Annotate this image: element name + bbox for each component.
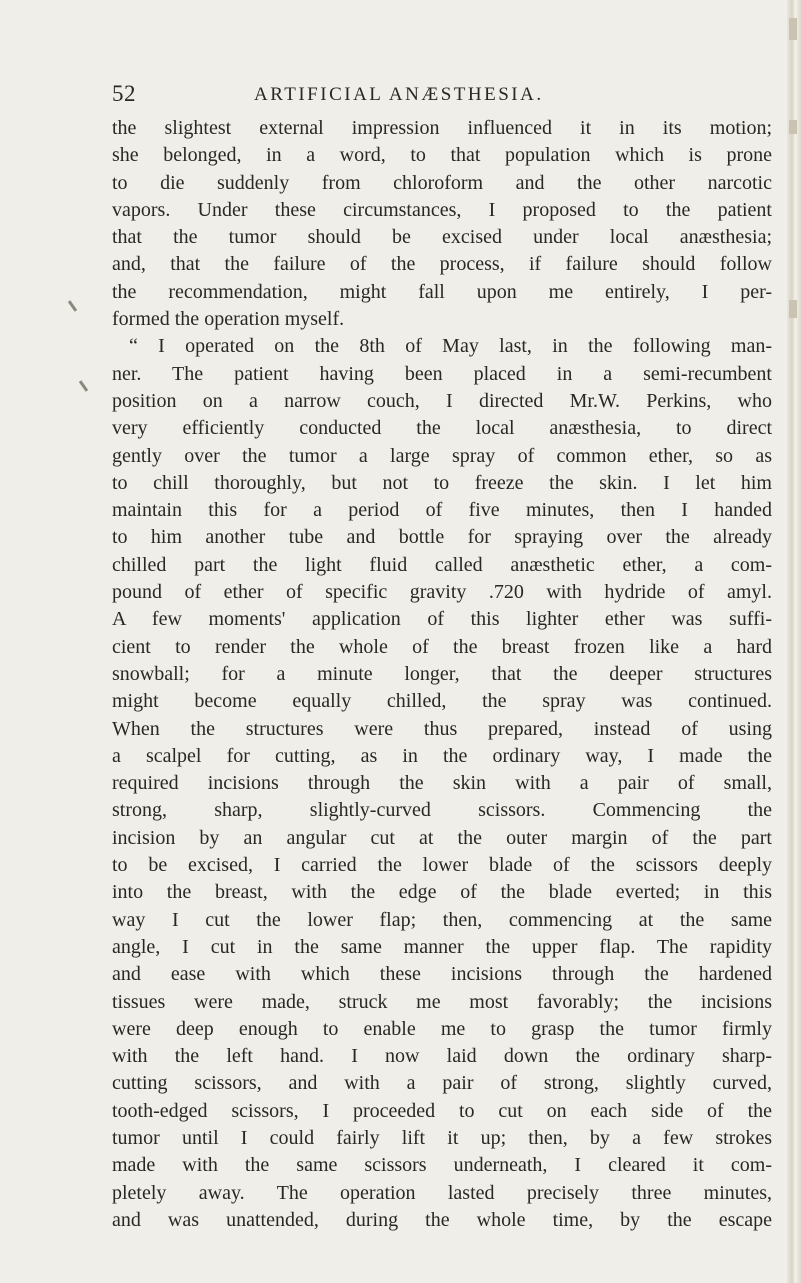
text-line: pound of ether of specific gravity .720 with hydride of amyl.: [112, 581, 772, 604]
text-line: cient to render the whole of the breast frozen like a hard: [112, 635, 772, 658]
text-line: required incisions through the skin with a pair of small,: [112, 772, 772, 795]
text-line: that the tumor should be excised under local anæsthesia;: [112, 226, 772, 249]
text-line: and ease with which these incisions through the hardened: [112, 963, 772, 986]
body-text: [112, 115, 772, 1234]
text-line: and was unattended, during the whole time, by the escape: [112, 1208, 772, 1231]
page-number: 52: [112, 81, 136, 106]
text-line: made with the same scissors underneath, I cleared it com-: [112, 1154, 772, 1177]
text-line: “ I operated on the 8th of May last, in the following man-: [129, 335, 772, 358]
text-line: tooth-edged scissors, I proceeded to cut on each side of the: [112, 1099, 772, 1122]
edge-mark: [789, 18, 797, 40]
text-line: to chill thoroughly, but not to freeze the skin. I let him: [112, 471, 772, 494]
text-line: to be excised, I carried the lower blade of the scissors deeply: [112, 854, 772, 877]
text-line: the slightest external impression influenced it in its motion;: [112, 117, 772, 139]
edge-mark: [789, 120, 797, 134]
text-line: A few moments' application of this lighter ether was suffi-: [112, 608, 772, 631]
text-line: way I cut the lower flap; then, commencing at the same: [112, 908, 772, 931]
text-line: cutting scissors, and with a pair of strong, slightly curved,: [112, 1072, 772, 1095]
margin-mark: [79, 380, 88, 392]
text-line: and, that the failure of the process, if failure should follow: [112, 253, 772, 276]
text-line: to die suddenly from chloroform and the other narcotic: [112, 171, 772, 194]
text-line: gently over the tumor a large spray of common ether, so as: [112, 444, 772, 467]
text-line: into the breast, with the edge of the blade everted; in this: [112, 881, 772, 904]
margin-mark: [68, 300, 77, 312]
edge-mark: [789, 300, 797, 318]
text-line: the recommendation, might fall upon me entirely, I per-: [112, 280, 772, 303]
text-line: strong, sharp, slightly-curved scissors. Commencing the: [112, 799, 772, 822]
text-line: maintain this for a period of five minutes, then I handed: [112, 499, 772, 522]
text-line: tumor until I could fairly lift it up; then, by a few strokes: [112, 1126, 772, 1149]
text-line: she belonged, in a word, to that population which is prone: [112, 144, 772, 167]
text-line: angle, I cut in the same manner the upper flap. The rapidity: [112, 935, 772, 958]
text-line: with the left hand. I now laid down the ordinary sharp-: [112, 1045, 772, 1068]
text-line: tissues were made, struck me most favorably; the incisions: [112, 990, 772, 1013]
text-line: vapors. Under these circumstances, I proposed to the patient: [112, 198, 772, 221]
text-line: position on a narrow couch, I directed Mr.W. Perkins, who: [112, 389, 772, 412]
text-line: When the structures were thus prepared, instead of using: [112, 717, 772, 740]
page-header: [112, 81, 772, 105]
text-line: might become equally chilled, the spray was continued.: [112, 690, 772, 713]
running-head: ARTIFICIAL ANÆSTHESIA.: [254, 84, 544, 105]
text-line: chilled part the light fluid called anæsthetic ether, a com-: [112, 553, 772, 576]
text-line: ner. The patient having been placed in a semi-recumbent: [112, 362, 772, 385]
text-line: were deep enough to enable me to grasp the tumor firmly: [112, 1017, 772, 1040]
text-line: formed the operation myself.: [112, 308, 345, 331]
text-line: incision by an angular cut at the outer margin of the part: [112, 826, 772, 849]
text-line: very efficiently conducted the local anæsthesia, to direct: [112, 417, 772, 440]
page-edge: [787, 0, 801, 1283]
text-line: a scalpel for cutting, as in the ordinary way, I made the: [112, 744, 772, 767]
text-line: snowball; for a minute longer, that the deeper structures: [112, 662, 772, 685]
text-line: to him another tube and bottle for spraying over the already: [112, 526, 772, 549]
text-line: pletely away. The operation lasted precisely three minutes,: [112, 1181, 772, 1204]
